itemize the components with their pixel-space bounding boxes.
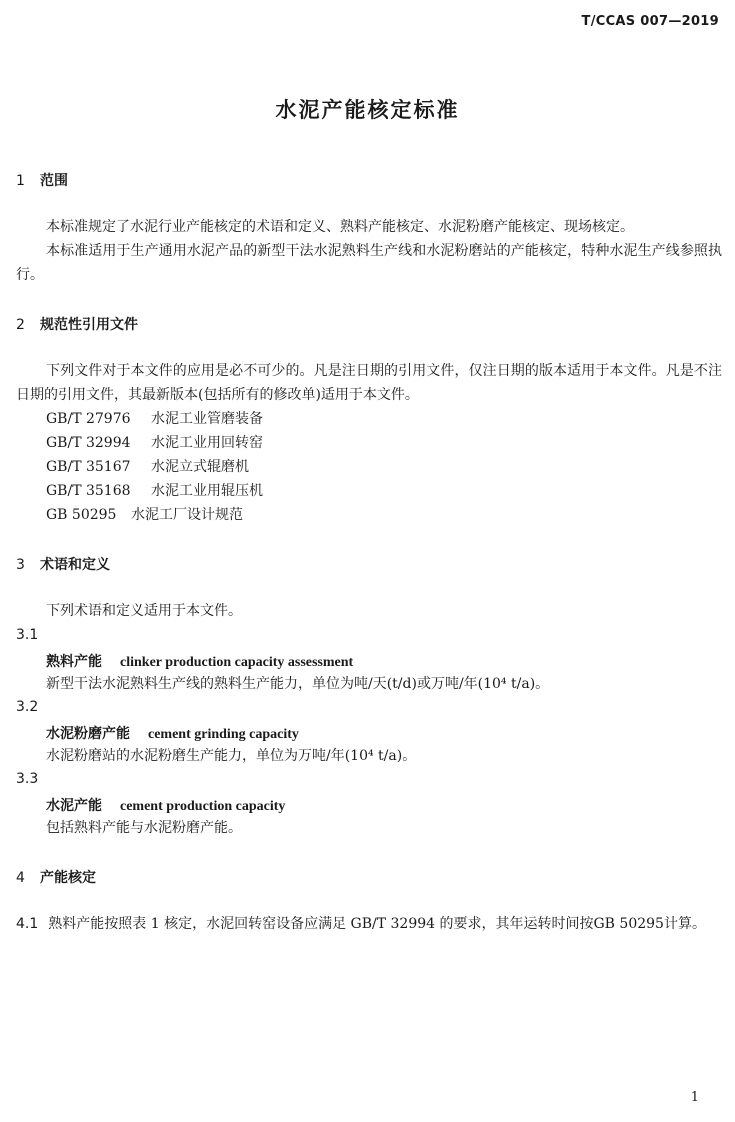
reference-entry (46, 431, 263, 455)
section-heading-normative-refs (16, 314, 138, 334)
clause-number: 4.1 (16, 916, 39, 932)
term-zh: 熟料产能 (46, 654, 102, 670)
reference-code: GB/T 35167 (46, 459, 131, 475)
clause-number: 3.3 (16, 771, 39, 787)
reference-code: GB/T 27976 (46, 411, 131, 427)
clause-number: 3.2 (16, 699, 39, 715)
section-title: 范围 (40, 173, 68, 189)
section-title: 规范性引用文件 (40, 317, 138, 333)
reference-entry (46, 455, 249, 479)
term-entry (46, 795, 285, 815)
reference-entry (46, 407, 263, 431)
reference-title: 水泥立式辊磨机 (151, 459, 249, 475)
reference-title: 水泥工业管磨装备 (151, 411, 263, 427)
clause-paragraph (16, 912, 722, 936)
term-en: cement grinding capacity (148, 727, 299, 742)
section-heading-capacity (16, 867, 96, 887)
term-definition: 水泥粉磨站的水泥粉磨生产能力，单位为万吨/年(10⁴ t/a)。 (46, 748, 417, 764)
section-title: 术语和定义 (40, 557, 110, 573)
paragraph: 本标准适用于生产通用水泥产品的新型干法水泥熟料生产线和水泥粉磨站的产能核定，特种水泥生产线参照执行。 (16, 243, 722, 283)
term-definition: 包括熟料产能与水泥粉磨产能。 (46, 820, 242, 836)
section-number: 4 (16, 870, 25, 886)
reference-code: GB/T 32994 (46, 435, 131, 451)
term-zh: 水泥产能 (46, 798, 102, 814)
term-entry (46, 723, 299, 743)
reference-code: GB 50295 (46, 507, 117, 523)
page-number: 1 (690, 1090, 699, 1105)
section-number: 1 (16, 173, 25, 189)
reference-title: 水泥工业用辊压机 (151, 483, 263, 499)
term-entry (46, 651, 353, 671)
term-zh: 水泥粉磨产能 (46, 726, 130, 742)
reference-entry (46, 479, 263, 503)
term-en: cement production capacity (120, 799, 286, 814)
reference-title: 水泥工厂设计规范 (131, 507, 243, 523)
section-number: 2 (16, 317, 25, 333)
page-identifier: T/CCAS 007—2019 (581, 14, 719, 29)
section-heading-scope (16, 170, 68, 190)
section-heading-terms (16, 554, 110, 574)
section-title: 产能核定 (40, 870, 96, 886)
term-definition: 新型干法水泥熟料生产线的熟料生产能力，单位为吨/天(t/d)或万吨/年(10⁴ t/a)。 (46, 676, 550, 692)
paragraph: 下列术语和定义适用于本文件。 (46, 603, 242, 619)
section-number: 3 (16, 557, 25, 573)
reference-title: 水泥工业用回转窑 (151, 435, 263, 451)
paragraph: 下列文件对于本文件的应用是必不可少的。凡是注日期的引用文件，仅注日期的版本适用于本文件。凡是不注日期的引用文件，其最新版本(包括所有的修改单)适用于本文件。 (16, 363, 722, 403)
term-en: clinker production capacity assessment (120, 655, 354, 670)
document-title: 水泥产能核定标准 (275, 98, 460, 122)
paragraph: 本标准规定了水泥行业产能核定的术语和定义、熟料产能核定、水泥粉磨产能核定、现场核定。 (46, 219, 634, 235)
reference-entry (46, 503, 243, 527)
clause-number: 3.1 (16, 627, 39, 643)
clause-text: 熟料产能按照表 1 核定，水泥回转窑设备应满足 GB/T 32994 的要求，其年运转时间按GB 50295计算。 (48, 916, 706, 932)
reference-code: GB/T 35168 (46, 483, 131, 499)
